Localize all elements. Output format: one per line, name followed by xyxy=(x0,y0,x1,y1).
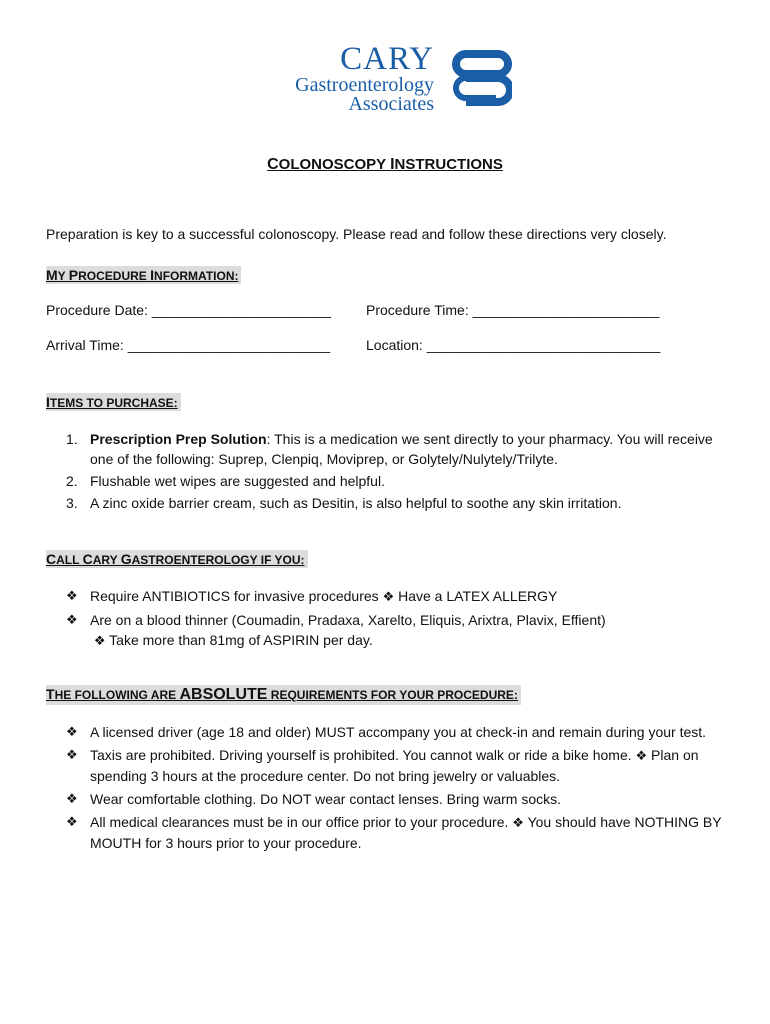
purchase-list xyxy=(66,429,726,515)
field-row-arrival-location xyxy=(46,337,661,353)
diamond-bullet-icon: ❖ xyxy=(635,748,648,763)
section-heading-items-to-purchase: ITEMS TO PURCHASE: xyxy=(46,393,181,411)
section-heading-absolute-requirements: THE FOLLOWING ARE ABSOLUTE REQUIREMENTS FOR YOUR PROCEDURE: xyxy=(46,685,521,705)
intestine-logo-icon xyxy=(452,48,512,112)
diamond-bullet-icon: ❖ xyxy=(382,589,395,604)
procedure-time-label: Procedure Time: xyxy=(366,302,469,318)
diamond-bullet-icon: ❖ xyxy=(93,633,106,648)
section-heading-procedure-info: MY PROCEDURE INFORMATION: xyxy=(46,266,241,284)
list-item: ❖ Wear comfortable clothing. Do NOT wear contact lenses. Bring warm socks. xyxy=(66,791,561,807)
location-label: Location: xyxy=(366,337,423,353)
procedure-time-field[interactable]: ________________________ xyxy=(472,302,660,318)
diamond-bullet-icon: ❖ xyxy=(66,612,78,627)
field-row-date-time xyxy=(46,302,660,318)
logo-line-cary: CARY xyxy=(340,41,434,77)
list-item: ❖ A licensed driver (age 18 and older) MUST accompany you at check-in and remain during your test. xyxy=(66,724,707,740)
arrival-time-field[interactable]: __________________________ xyxy=(127,337,331,353)
cary-logo xyxy=(262,41,512,116)
intro-text: Preparation is key to a successful colonoscopy. Please read and follow these directions very closely. xyxy=(46,226,667,242)
procedure-date-label: Procedure Date: xyxy=(46,302,148,318)
diamond-bullet-icon: ❖ xyxy=(66,747,78,762)
diamond-bullet-icon: ❖ xyxy=(66,791,78,806)
list-item: 3. A zinc oxide barrier cream, such as Desitin, is also helpful to soothe any skin irritation. xyxy=(66,495,622,511)
location-field[interactable]: ______________________________ xyxy=(426,337,661,353)
list-item: ❖ Taxis are prohibited. Driving yourself is prohibited. You cannot walk or ride a bike home. ❖ Plan on spending 3 hours at the procedure center. Do not bring jewelry or valuables. xyxy=(66,747,699,784)
arrival-time-label: Arrival Time: xyxy=(46,337,124,353)
diamond-bullet-icon: ❖ xyxy=(66,724,78,739)
logo-wordmark xyxy=(295,41,434,115)
list-item: ❖ Require ANTIBIOTICS for invasive procedures ❖ Have a LATEX ALLERGY xyxy=(66,588,558,604)
diamond-bullet-icon: ❖ xyxy=(66,588,78,603)
diamond-bullet-icon: ❖ xyxy=(66,814,78,829)
list-item: 2. Flushable wet wipes are suggested and helpful. xyxy=(66,473,385,489)
logo-line-gastro: Gastroenterology xyxy=(295,74,434,96)
absolute-requirements-list xyxy=(66,722,726,856)
section-heading-call-cary: CALL CARY GASTROENTEROLOGY IF YOU: xyxy=(46,550,308,568)
logo-line-associates: Associates xyxy=(348,93,434,115)
procedure-date-field[interactable]: _______________________ xyxy=(151,302,331,318)
list-item: 1. Prescription Prep Solution: This is a medication we sent directly to your pharmacy. You will receive one of the following: Suprep, Clenpiq, Moviprep, or Golytely/Nulytely/Trilyte. xyxy=(66,431,713,467)
list-item: ❖ All medical clearances must be in our office prior to your procedure. ❖ You should have NOTHING BY MOUTH for 3 hours prior to your procedure. xyxy=(66,814,722,851)
page-title: COLONOSCOPY INSTRUCTIONS xyxy=(267,156,503,173)
diamond-bullet-icon: ❖ xyxy=(512,815,524,830)
list-item: ❖ Are on a blood thinner (Coumadin, Pradaxa, Xarelto, Eliquis, Arixtra, Plavix, Effient) ❖ Take more than 81mg of ASPIRIN per day. xyxy=(66,612,606,648)
call-list xyxy=(66,586,726,654)
